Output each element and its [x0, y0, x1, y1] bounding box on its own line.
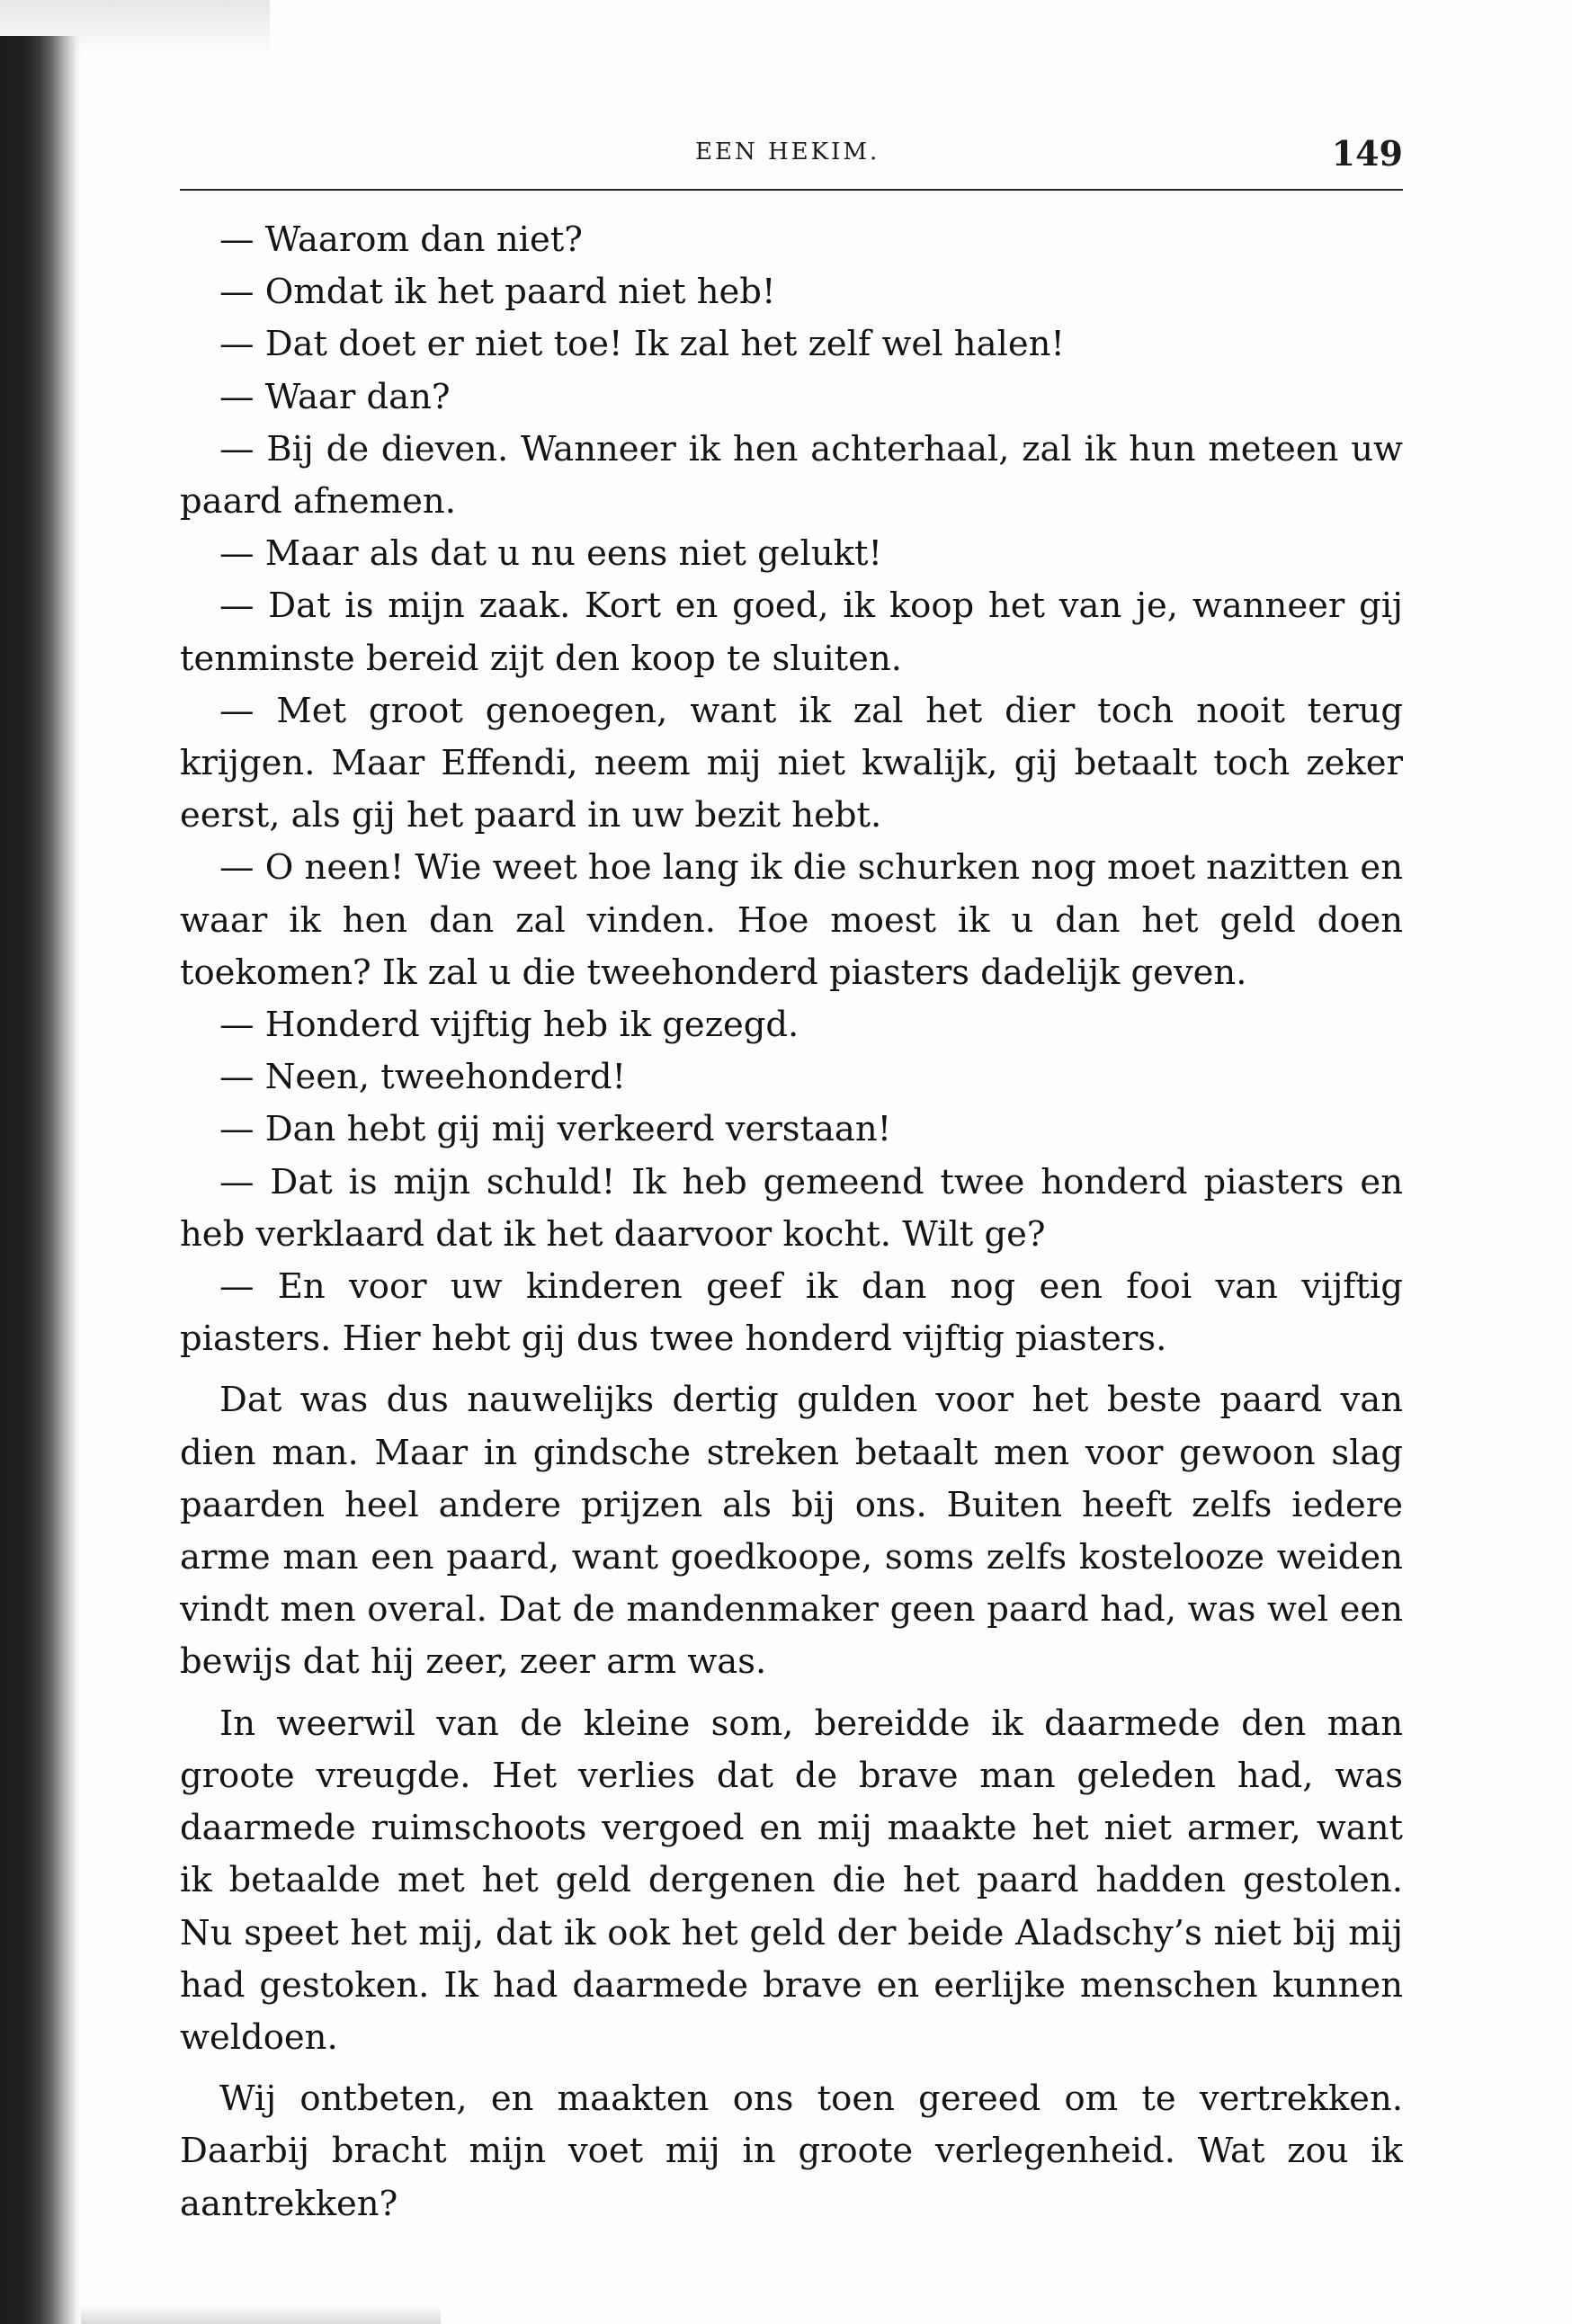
paragraph: — Dat is mijn schuld! Ik heb gemeend twee honderd piasters en heb verklaard dat ik het daarvoor kocht. Wilt ge?	[180, 1161, 1403, 1255]
paragraph: — Waarom dan niet?	[219, 219, 583, 260]
paragraph: — Dat doet er niet toe! Ik zal het zelf wel halen!	[219, 324, 1065, 365]
paragraph: Dat was dus nauwelijks dertig gulden voor het beste paard van dien man. Maar in gindsche streken betaalt men voor gewoon slag paarden heel andere prijzen als bij ons. Buiten heeft zelfs iedere arme man een paard, want goedkoope, soms zelfs kostelooze weiden vindt men overal. Dat de mandenmaker geen paard had, was wel een bewijs dat hij zeer, zeer arm was.	[180, 1380, 1403, 1683]
paragraph: — En voor uw kinderen geef ik dan nog een fooi van vijftig piasters. Hier hebt gij dus twee honderd vijftig piasters.	[180, 1266, 1403, 1360]
running-head	[180, 133, 1403, 187]
paragraph: — Waar dan?	[219, 376, 451, 417]
paragraph: — Maar als dat u nu eens niet gelukt!	[219, 533, 882, 575]
scan-bottom-shadow	[81, 2306, 441, 2324]
paragraph: — Met groot genoegen, want ik zal het dier toch nooit terug krijgen. Maar Effendi, neem mij niet kwalijk, gij betaalt toch zeker eerst, als gij het paard in uw bezit hebt.	[180, 690, 1403, 836]
paragraph: — O neen! Wie weet hoe lang ik die schurken nog moet nazitten en waar ik hen dan zal vinden. Hoe moest ik u dan het geld doen toekomen? Ik zal u die tweehonderd piasters dadelijk geven.	[180, 847, 1403, 993]
paragraph: — Omdat ik het paard niet heb!	[219, 272, 776, 313]
paragraph: In weerwil van de kleine som, bereidde ik daarmede den man groote vreugde. Het verlies dat de brave man geleden had, was daarmede ruimschoots vergoed en mij maakte het niet armer, want ik betaalde met het geld dergenen die het paard hadden gestolen. Nu speet het mij, dat ik ook het geld der beide Aladschy’s niet bij mij had gestoken. Ik had daarmede brave en eerlijke menschen kunnen weldoen.	[180, 1703, 1403, 2058]
paragraph: — Bij de dieven. Wanneer ik hen achterhaal, zal ik hun meteen uw paard afnemen.	[180, 428, 1403, 523]
paragraph: — Honderd vijftig heb ik gezegd.	[219, 1005, 799, 1046]
body-text	[180, 214, 1403, 2230]
page-number: 149	[1331, 133, 1403, 174]
paragraph: Wij ontbeten, en maakten ons toen gereed om te vertrekken. Daarbij bracht mijn voet mij in groote verlegenheid. Wat zou ik aantrekken?	[180, 2078, 1403, 2224]
paragraph: — Dan hebt gij mij verkeerd verstaan!	[219, 1109, 892, 1150]
paragraph: — Dat is mijn zaak. Kort en goed, ik koop het van je, wanneer gij tenminste bereid zijt den koop te sluiten.	[180, 585, 1403, 679]
header-rule	[180, 189, 1403, 191]
chapter-title: EEN HEKIM.	[695, 139, 880, 165]
book-spine-shadow	[0, 36, 81, 2324]
paragraph: — Neen, tweehonderd!	[219, 1057, 626, 1098]
